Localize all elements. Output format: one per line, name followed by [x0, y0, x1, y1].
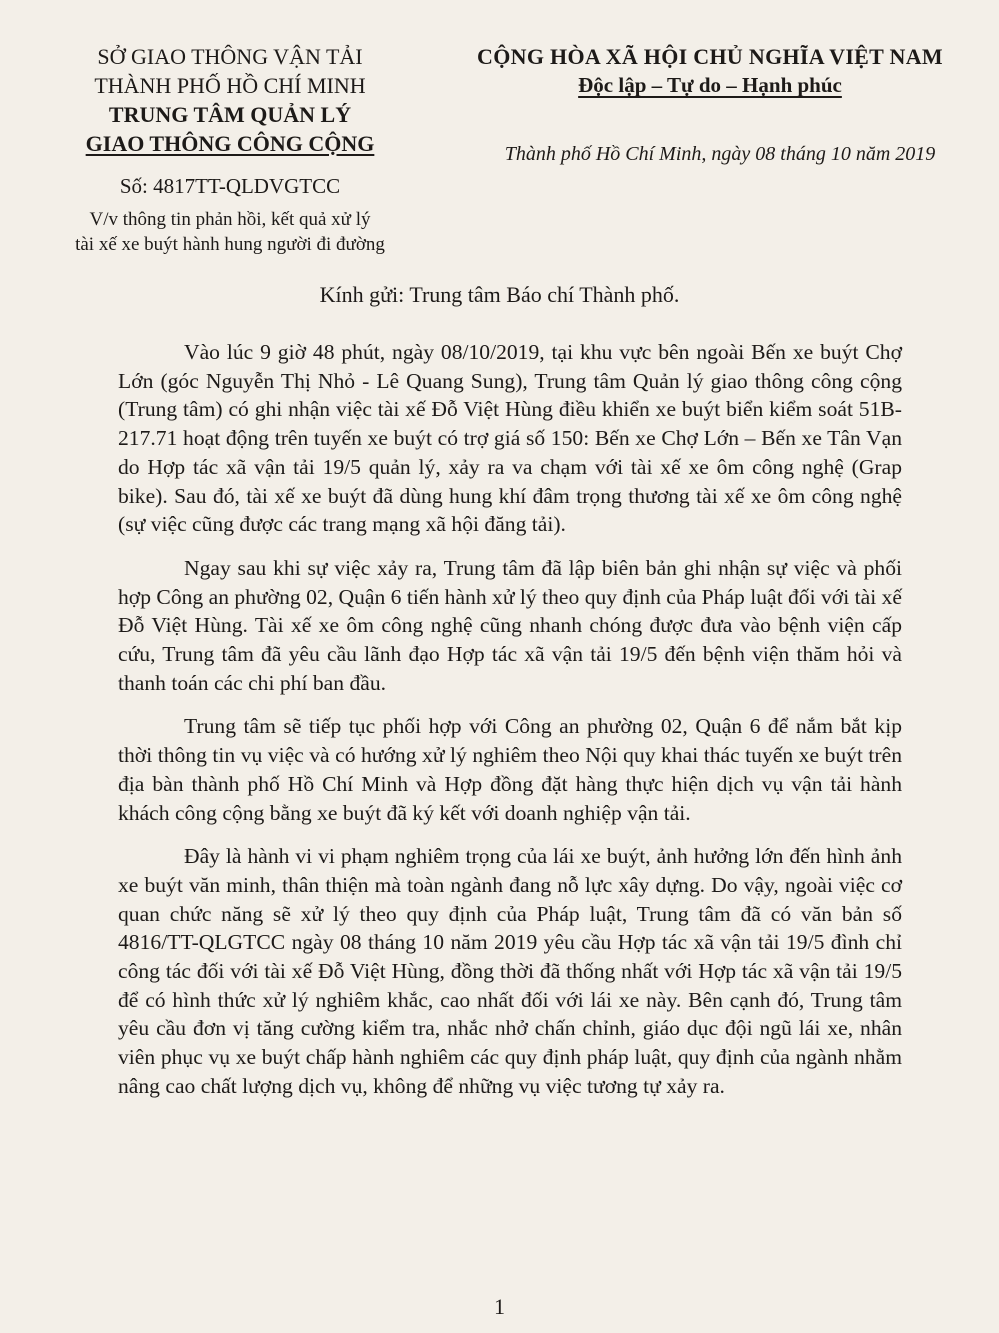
subject-line-1: V/v thông tin phản hồi, kết quả xử lý	[89, 209, 371, 230]
page-number: 1	[494, 1294, 505, 1319]
agency-line-4: GIAO THÔNG CÔNG CỘNG	[85, 131, 375, 156]
issuing-agency-block	[30, 42, 430, 257]
recipient-line: Kính gửi: Trung tâm Báo chí Thành phố.	[319, 282, 680, 307]
body-paragraph: Trung tâm sẽ tiếp tục phối hợp với Công an phường 02, Quận 6 để nắm bắt kịp thời thông tin vụ việc và có hướng xử lý nghiêm theo Nội quy khai thác tuyến xe buýt trên địa bàn thành phố Hồ Chí Minh và Hợp đồng đặt hàng thực hiện dịch vụ vận tải hành khách công cộng bằng xe buýt đã ký kết với doanh nghiệp vận tải.	[118, 714, 902, 825]
document-number: Số: 4817TT-QLDVGTCC	[119, 174, 341, 198]
agency-line-2: THÀNH PHỐ HỒ CHÍ MINH	[94, 73, 366, 98]
national-motto: Độc lập – Tự do – Hạnh phúc	[578, 73, 842, 97]
agency-line-1: SỞ GIAO THÔNG VẬN TẢI	[97, 44, 363, 69]
nation-title: CỘNG HÒA XÃ HỘI CHỦ NGHĨA VIỆT NAM	[477, 44, 943, 69]
national-header-block	[430, 42, 990, 166]
letter-body	[118, 338, 902, 1116]
subject-line-2: tài xế xe buýt hành hung người đi đường	[75, 234, 385, 255]
body-paragraph: Vào lúc 9 giờ 48 phút, ngày 08/10/2019, tại khu vực bên ngoài Bến xe buýt Chợ Lớn (góc Nguyễn Thị Nhỏ - Lê Quang Sung), Trung tâm Quản lý giao thông công cộng (Trung tâm) có ghi nhận việc tài xế Đỗ Việt Hùng điều khiển xe buýt biển kiểm soát 51B-217.71 hoạt động trên tuyến xe buýt có trợ giá số 150: Bến xe Chợ Lớn – Bến xe Tân Vạn do Hợp tác xã vận tải 19/5 quản lý, xảy ra va chạm với tài xế xe ôm công nghệ (Grap bike). Sau đó, tài xế xe buýt đã dùng hung khí đâm trọng thương tài xế xe ôm công nghệ (sự việc cũng được các trang mạng xã hội đăng tải).	[118, 340, 902, 537]
body-paragraph: Đây là hành vi vi phạm nghiêm trọng của lái xe buýt, ảnh hưởng lớn đến hình ảnh xe buýt văn minh, thân thiện mà toàn ngành đang nỗ lực xây dựng. Do vậy, ngoài việc cơ quan chức năng sẽ xử lý theo quy định của Pháp luật, Trung tâm đã có văn bản số 4816/TT-QLGTCC ngày 08 tháng 10 năm 2019 yêu cầu Hợp tác xã vận tải 19/5 đình chỉ công tác đối với tài xế Đỗ Việt Hùng, đồng thời đã thống nhất với Hợp tác xã vận tải 19/5 để có hình thức xử lý nghiêm khắc, cao nhất đối với lái xe này. Bên cạnh đó, Trung tâm yêu cầu đơn vị tăng cường kiểm tra, nhắc nhở chấn chỉnh, giáo dục đội ngũ lái xe, nhân viên phục vụ xe buýt chấp hành nghiêm các quy định pháp luật, quy định của ngành nhằm nâng cao chất lượng dịch vụ, không để những vụ việc tương tự xảy ra.	[118, 844, 902, 1098]
place-date-line: Thành phố Hồ Chí Minh, ngày 08 tháng 10 năm 2019	[504, 143, 936, 165]
agency-line-3: TRUNG TÂM QUẢN LÝ	[108, 102, 352, 127]
body-paragraph: Ngay sau khi sự việc xảy ra, Trung tâm đã lập biên bản ghi nhận sự việc và phối hợp Công an phường 02, Quận 6 tiến hành xử lý theo quy định của Pháp luật đối với tài xế Đỗ Việt Hùng. Tài xế xe ôm công nghệ cũng nhanh chóng được đưa vào bệnh viện cấp cứu, Trung tâm đã yêu cầu lãnh đạo Hợp tác xã vận tải 19/5 đến bệnh viện thăm hỏi và thanh toán các chi phí ban đầu.	[118, 555, 902, 695]
